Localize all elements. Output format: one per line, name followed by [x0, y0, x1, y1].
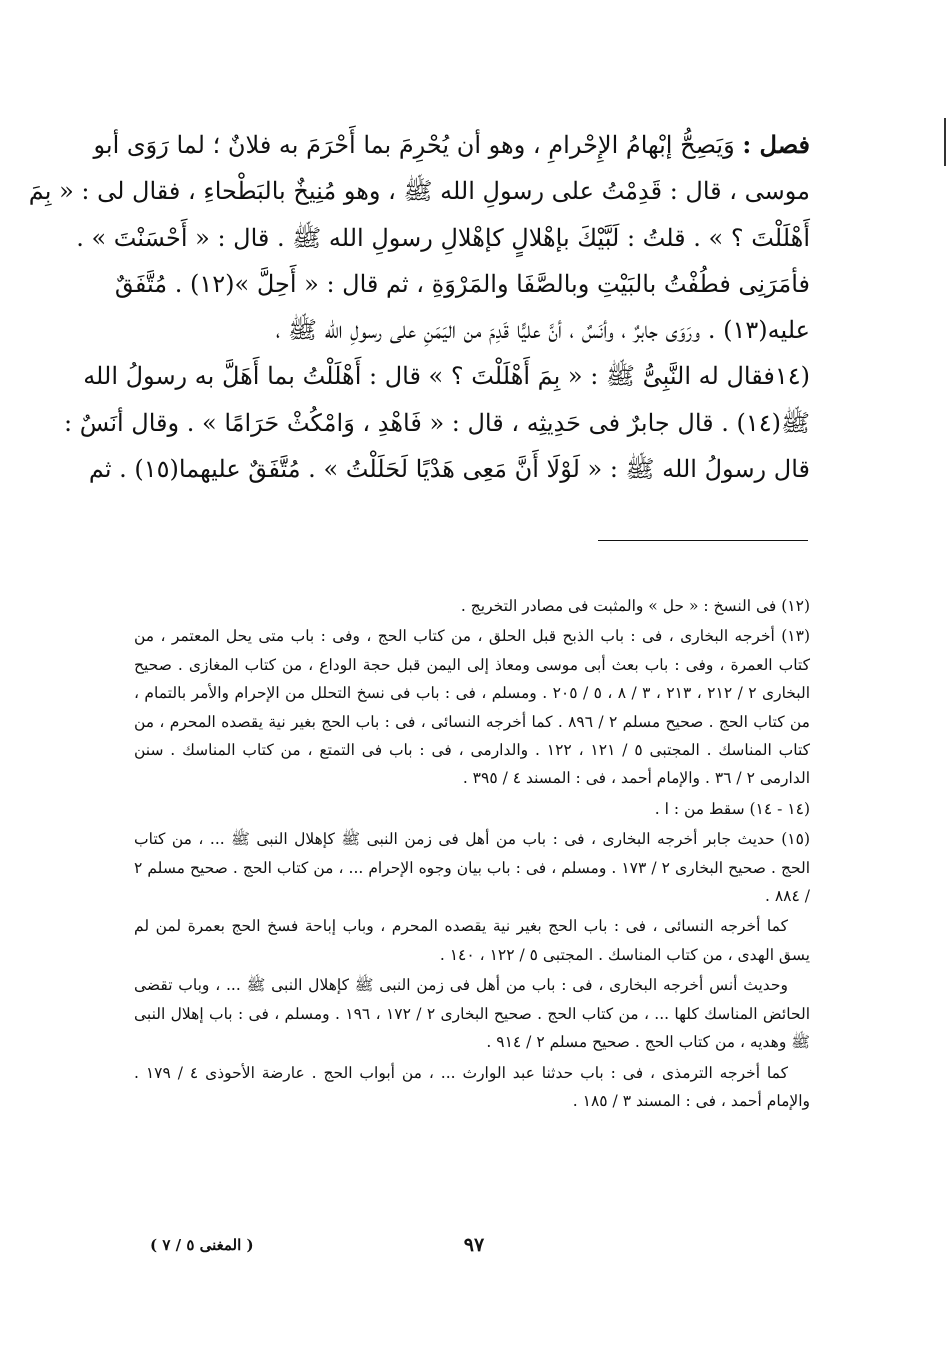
footnote-15: (١٥) حديث جابر أخرجه البخارى ، فى : باب من أهل فى زمن النبى ﷺ كإهلال النبى ﷺ ... ، من كتاب الحج . صحيح البخارى ٢ / ١٧٣ . ومسلم ، فى : باب بيان وجوه الإحرام ... ، من كتاب الحج . صحيح مسلم ٢ / ٨٨٤ . — [134, 830, 811, 906]
main-line: قال رسولُ الله ﷺ : « لَوْلَا أَنَّ مَعِى هَدْيًا لَحَلَلْتُ » . مُتَّفَقٌ عليهما(١٥) . ثم — [88, 455, 810, 484]
footnotes — [134, 592, 810, 1115]
page-number: ٩٧ — [463, 1234, 485, 1256]
page-footer — [0, 1234, 948, 1264]
main-line: (١٤فقال له النَّبِىُّ ﷺ : « بِمَ أَهْلَلْتَ ؟ » قال : أَهْلَلْتُ بما أَهَلَّ به رسولُ الله — [83, 362, 810, 391]
volume-signature: ( المغنى ٥ / ٧ ) — [150, 1236, 254, 1254]
main-line: فصل : وَيَصِحُّ إبْهامُ الإِحْرامِ ، وهو أن يُحْرِمَ بما أَحْرَمَ به فلانٌ ؛ لما رَوَى أبو — [93, 130, 810, 159]
footnote-14: (١٤ - ١٤) سقط من : ا . — [654, 799, 810, 818]
main-line: أَهْلَلْتَ ؟ » . قلتُ : لَبَّيْكَ بإهْلالٍ كإهْلالِ رسولِ الله ﷺ . قال : « أَحْسَنْتَ » . — [76, 223, 810, 252]
main-line: عليه(١٣) . ورَوَى جابرٌ ، وأنَسٌ ، أنَّ عليًّا قَدِمَ من اليَمَنِ على رسولِ الله ﷺ ، — [275, 316, 810, 345]
main-line: فأمَرَنِى فطُفْتُ بالبَيْتِ وبالصَّفَا والمَرْوَةِ ، ثم قال : « أَحِلَّ »(١٢) . مُتَّفَقٌ — [114, 269, 810, 298]
footnote-12: (١٢) فى النسخ : « حل » والمثبت فى مصادر التخريج . — [460, 597, 810, 615]
footnote-divider — [598, 540, 808, 541]
section-heading: فصل : — [742, 130, 810, 159]
main-line: ﷺ(١٤) . قال جابرٌ فى حَدِيثِه ، قال : « فَاهْدِ ، وَامْكُثْ حَرَامًا » . وقال أنَسٌ : — [64, 408, 810, 437]
footnote-15-continued: كما أخرجه النسائى ، فى : باب الحج بغير نية يقصده المحرم ، وباب إباحة فسخ الحج بعمرة لمن لم يسق الهدى ، من كتاب المناسك . المجتبى ٥ / ١٢٢ ، ١٤٠ . — [134, 917, 810, 964]
footnote-15-anas: وحديث أنس أخرجه البخارى ، فى : باب من أهل فى زمن النبى ﷺ كإهلال النبى ﷺ ... ، وباب تقضى الحائض المناسك كلها ... ، من كتاب الحج . صحيح البخارى ٢ / ١٧٢ ، ١٩٦ . ومسلم ، فى : باب إهلال النبى ﷺ وهديه ، من كتاب الحج . صحيح مسلم ٢ / ٩١٤ . — [134, 976, 810, 1052]
main-text — [28, 122, 810, 492]
footnote-15-tirmidhi: كما أخرجه الترمذى ، فى : باب حدثنا عبد الوارث ... ، من أبواب الحج . عارضة الأحوذى ٤ / ١٧٩ . والإمام أحمد ، فى : المسند ٣ / ١٨٥ . — [134, 1063, 810, 1110]
page-edge-mark — [944, 118, 946, 166]
footnote-13: (١٣) أخرجه البخارى ، فى : باب الذبح قبل الحلق ، من كتاب الحج ، وفى : باب متى يحل المعتمر ، من كتاب العمرة ، وفى : باب بعث أبى موسى ومعاذ إلى اليمن قبل حجة الوداع ، من كتاب المغازى . صحيح البخارى ٢ / ٢١٢ ، ٢١٣ ، ٣ / ٨ ، ٥ / ٢٠٥ . ومسلم ، فى : باب فى نسخ التحلل من الإحرام والأمر بالتمام ، من كتاب الحج . صحيح مسلم ٢ / ٨٩٦ . كما أخرجه النسائى ، فى : باب الحج بغير نية يقصده المحرم ، من كتاب المناسك . المجتبى ٥ / ١٢١ ، ١٢٢ . والدارمى ، فى : باب فى التمتع ، من كتاب المناسك . سنن الدارمى ٢ / ٣٦ . والإمام أحمد ، فى : المسند ٤ / ٣٩٥ . — [134, 627, 811, 788]
main-line: موسى ، قال : قَدِمْتُ على رسولِ الله ﷺ ، وهو مُنِيخٌ بالبَطْحاءِ ، فقال لى : « بِمَ — [28, 177, 810, 206]
